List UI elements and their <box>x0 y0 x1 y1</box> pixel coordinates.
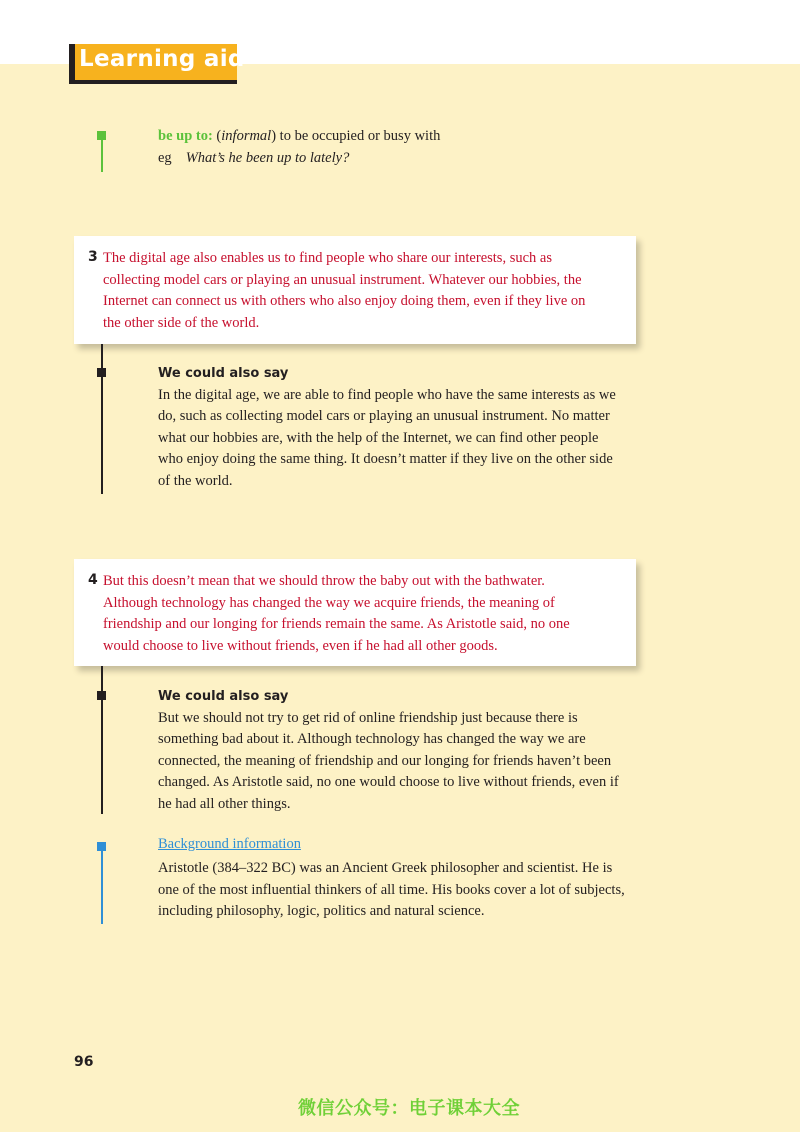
paragraph-3-line: Internet can connect us with others who also enjoy doing them, even if they live on <box>103 293 586 309</box>
paragraph-4-line: friendship and our longing for friends remain the same. As Aristotle said, no one <box>103 616 570 632</box>
paraphrase-4-line: something bad about it. Although technology has changed the way we are <box>158 731 586 747</box>
paragraph-3-number: 3 <box>88 249 98 265</box>
paraphrase-4-line: changed. As Aristotle said, no one would choose to live without friends, even if <box>158 774 619 790</box>
paragraph-4-line: But this doesn’t mean that we should throw the baby out with the bathwater. <box>103 573 545 589</box>
vocab-example-label: eg <box>158 150 172 166</box>
page-title: Learning aid <box>79 46 245 72</box>
paraphrase-4-line: But we should not try to get rid of online friendship just because there is <box>158 709 578 726</box>
page-number: 96 <box>74 1054 94 1070</box>
paraphrase-3-line: In the digital age, we are able to find people who have the same interests as we <box>158 386 616 403</box>
paraphrase-3-heading: We could also say <box>158 366 289 381</box>
watermark-text: 微信公众号：电子课本大全 <box>298 1098 520 1119</box>
vocab-term: be up to: <box>158 128 213 144</box>
black-square-icon <box>97 368 106 377</box>
black-square-icon <box>97 691 106 700</box>
background-info-line: one of the most influential thinkers of all time. His books cover a lot of subjects, <box>158 881 625 898</box>
green-square-icon <box>97 131 106 140</box>
paragraph-3-line: collecting model cars or playing an unusual instrument. Whatever our hobbies, the <box>103 271 582 288</box>
paraphrase-3-line: who enjoy doing the same thing. It doesn’t matter if they live on the other side <box>158 451 613 467</box>
green-divider-line <box>101 140 103 172</box>
paragraph-4-line: Although technology has changed the way we acquire friends, the meaning of <box>103 594 555 611</box>
vocab-example <box>158 148 349 170</box>
black-divider-line <box>101 344 103 494</box>
background-info-heading: Background information <box>158 836 301 852</box>
paraphrase-4-line: he had all other things. <box>158 795 291 812</box>
background-info-line: Aristotle (384–322 BC) was an Ancient Greek philosopher and scientist. He is <box>158 860 613 876</box>
background-info-line: including philosophy, logic, politics and natural science. <box>158 903 485 919</box>
blue-square-icon <box>97 842 106 851</box>
paragraph-4-line: would choose to live without friends, even if he had all other goods. <box>103 637 498 654</box>
vocab-definition-open: ( <box>212 128 222 144</box>
vocab-definition-rest: ) to be occupied or busy with <box>271 128 441 144</box>
blue-divider-line <box>101 851 103 924</box>
black-divider-line <box>101 666 103 814</box>
paraphrase-4-heading: We could also say <box>158 689 289 704</box>
paraphrase-3-line: do, such as collecting model cars or playing an unusual instrument. No matter <box>158 408 610 424</box>
paraphrase-4-line: connected, the meaning of friendship and our longing for friends haven’t been <box>158 752 612 769</box>
paragraph-3-line: the other side of the world. <box>103 314 260 331</box>
paragraph-3-line: The digital age also enables us to find people who share our interests, such as <box>103 250 552 266</box>
paragraph-4-number: 4 <box>88 572 98 588</box>
vocab-definition <box>158 126 440 148</box>
paraphrase-3-line: of the world. <box>158 472 233 489</box>
paraphrase-3-line: what our hobbies are, with the help of the Internet, we can find other people <box>158 429 599 446</box>
vocab-example-text: What’s he been up to lately? <box>185 150 350 166</box>
vocab-register: informal <box>221 128 272 144</box>
